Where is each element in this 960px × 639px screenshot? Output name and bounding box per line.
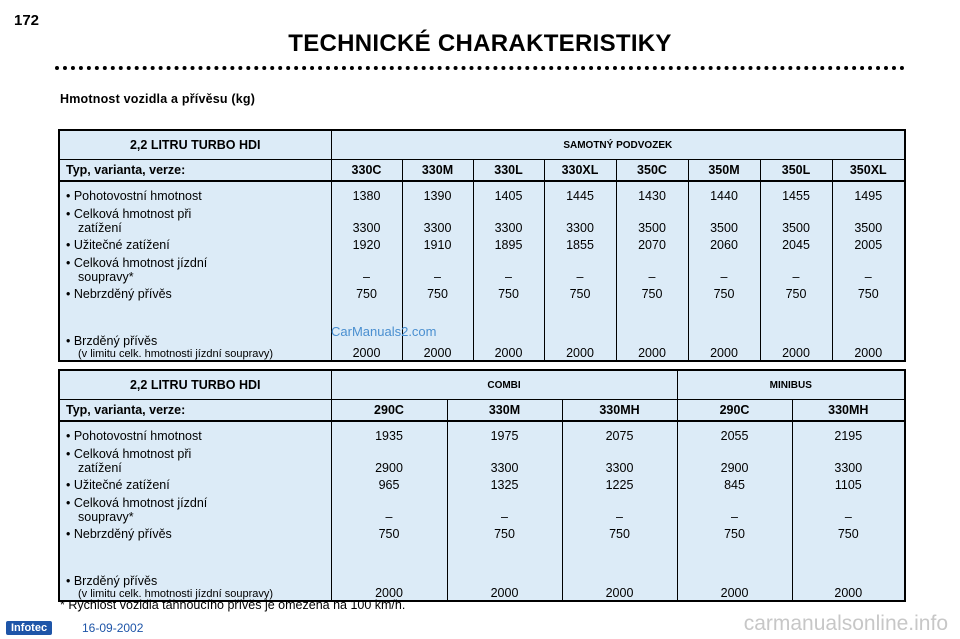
- table-cell: 750: [447, 524, 562, 541]
- table-cell: 965: [331, 475, 447, 492]
- table-cell: 2000: [832, 301, 905, 361]
- table-cell: 750: [402, 284, 473, 301]
- table-cell: 2075: [562, 421, 677, 443]
- table-cell: 1935: [331, 421, 447, 443]
- table-cell: –: [473, 252, 544, 284]
- engine-header: 2,2 LITRU TURBO HDI: [59, 370, 331, 400]
- table-cell: 3500: [832, 203, 905, 235]
- table-cell: 750: [331, 284, 402, 301]
- table-cell: –: [832, 252, 905, 284]
- table-row: [59, 284, 905, 301]
- table-cell: 2000: [473, 301, 544, 361]
- table-cell: 3300: [792, 443, 905, 475]
- table-cell: 1405: [473, 181, 544, 203]
- table-cell: 2060: [688, 235, 760, 252]
- table-row: [59, 235, 905, 252]
- table-row: [59, 492, 905, 524]
- row-label: • Pohotovostní hmotnost: [66, 189, 202, 203]
- table-cell: –: [616, 252, 688, 284]
- row-label: [59, 492, 331, 524]
- row-label-line: soupravy*: [78, 270, 134, 284]
- column-header: 330MH: [562, 400, 677, 422]
- row-label-line: zatížení: [78, 461, 122, 475]
- column-header: 350XL: [832, 160, 905, 182]
- table-cell: 2000: [760, 301, 832, 361]
- group-header: COMBI: [331, 370, 677, 400]
- row-label: [59, 301, 331, 361]
- table-cell: –: [331, 252, 402, 284]
- table-cell: –: [544, 252, 616, 284]
- table-row: [59, 475, 905, 492]
- table-cell: –: [447, 492, 562, 524]
- table-cell: 1430: [616, 181, 688, 203]
- table-cell: 2000: [331, 301, 402, 361]
- infotec-logo: Infotec: [6, 621, 52, 635]
- weights-table-chassis: [58, 129, 906, 362]
- table-cell: 1225: [562, 475, 677, 492]
- table-cell: 3500: [616, 203, 688, 235]
- footnote: * Rychlost vozidla táhnoucího přívěs je omezena na 100 km/h.: [60, 598, 406, 612]
- table-cell: 2000: [616, 301, 688, 361]
- table-cell: 3300: [562, 443, 677, 475]
- column-header: 350M: [688, 160, 760, 182]
- row-label-line: • Brzděný přívěs: [66, 334, 158, 348]
- table-cell: 2000: [447, 541, 562, 601]
- table-cell: 2195: [792, 421, 905, 443]
- table-cell: 1325: [447, 475, 562, 492]
- table-cell: 2000: [677, 541, 792, 601]
- footer-date: 16-09-2002: [82, 621, 144, 635]
- table-cell: 750: [331, 524, 447, 541]
- row-label: • Pohotovostní hmotnost: [66, 429, 202, 443]
- page-number: 172: [14, 12, 40, 29]
- column-header: 350C: [616, 160, 688, 182]
- table-cell: 3300: [447, 443, 562, 475]
- table-cell: 1440: [688, 181, 760, 203]
- variant-label: Typ, varianta, verze:: [59, 400, 331, 422]
- table-cell: 2000: [544, 301, 616, 361]
- table-cell: 750: [677, 524, 792, 541]
- table-cell: 1455: [760, 181, 832, 203]
- row-label: [59, 443, 331, 475]
- table-cell: 2045: [760, 235, 832, 252]
- row-label-line: zatížení: [78, 221, 122, 235]
- table-cell: –: [677, 492, 792, 524]
- table-cell: 2000: [331, 541, 447, 601]
- table-cell: 3300: [402, 203, 473, 235]
- table-cell: 3300: [544, 203, 616, 235]
- table-cell: 2900: [677, 443, 792, 475]
- table-cell: 1895: [473, 235, 544, 252]
- row-label-note: (v limitu celk. hmotnosti jízdní soupravy): [78, 348, 274, 360]
- row-label: • Užitečné zatížení: [66, 478, 170, 492]
- table-cell: –: [562, 492, 677, 524]
- table-cell: 750: [688, 284, 760, 301]
- engine-header: 2,2 LITRU TURBO HDI: [59, 130, 331, 160]
- table-cell: –: [688, 252, 760, 284]
- column-header: 290C: [677, 400, 792, 422]
- table-cell: 750: [473, 284, 544, 301]
- table-cell: 2000: [792, 541, 905, 601]
- table-cell: 1975: [447, 421, 562, 443]
- variant-label: Typ, varianta, verze:: [59, 160, 331, 182]
- table-cell: 1920: [331, 235, 402, 252]
- watermark-link[interactable]: CarManuals2.com: [331, 324, 437, 339]
- row-label: • Nebrzděný přívěs: [66, 287, 172, 301]
- table-cell: 2000: [688, 301, 760, 361]
- table-cell: 2000: [402, 301, 473, 361]
- table-cell: 750: [832, 284, 905, 301]
- weights-table-combi-minibus: [58, 369, 906, 602]
- table-cell: 3500: [688, 203, 760, 235]
- column-header: 330XL: [544, 160, 616, 182]
- table-cell: 3300: [331, 203, 402, 235]
- row-label: • Užitečné zatížení: [66, 238, 170, 252]
- table-cell: 1390: [402, 181, 473, 203]
- column-header: 330C: [331, 160, 402, 182]
- table-row: [59, 252, 905, 284]
- row-label-line: • Celková hmotnost při: [66, 207, 192, 221]
- table-row: [59, 203, 905, 235]
- table-cell: 750: [792, 524, 905, 541]
- dotted-divider: [55, 66, 905, 70]
- table-cell: 1445: [544, 181, 616, 203]
- table-cell: 2070: [616, 235, 688, 252]
- column-header: 330L: [473, 160, 544, 182]
- table-cell: 750: [544, 284, 616, 301]
- column-header: 350L: [760, 160, 832, 182]
- table-cell: –: [402, 252, 473, 284]
- table-cell: –: [331, 492, 447, 524]
- column-header: 290C: [331, 400, 447, 422]
- table-cell: 1855: [544, 235, 616, 252]
- table-cell: 2005: [832, 235, 905, 252]
- column-header: 330M: [447, 400, 562, 422]
- table-cell: 3300: [473, 203, 544, 235]
- table-row: [59, 443, 905, 475]
- section-title: Hmotnost vozidla a přívěsu (kg): [60, 92, 256, 106]
- table-cell: 750: [562, 524, 677, 541]
- table-cell: 2000: [562, 541, 677, 601]
- table-row: [59, 301, 905, 361]
- table-row: [59, 524, 905, 541]
- row-label-line: • Celková hmotnost jízdní: [66, 256, 208, 270]
- group-header: MINIBUS: [677, 370, 905, 400]
- page-title: TECHNICKÉ CHARAKTERISTIKY: [288, 30, 672, 57]
- row-label-line: soupravy*: [78, 510, 134, 524]
- table-cell: 750: [760, 284, 832, 301]
- table-cell: 3500: [760, 203, 832, 235]
- table-cell: 2900: [331, 443, 447, 475]
- table-row: [59, 181, 905, 203]
- row-label: [59, 252, 331, 284]
- table-cell: –: [760, 252, 832, 284]
- row-label: [59, 203, 331, 235]
- column-header: 330MH: [792, 400, 905, 422]
- table-row: [59, 541, 905, 601]
- row-label-line: • Celková hmotnost jízdní: [66, 496, 208, 510]
- row-label-line: • Brzděný přívěs: [66, 574, 158, 588]
- table-cell: 1910: [402, 235, 473, 252]
- table-cell: –: [792, 492, 905, 524]
- watermark-text: carmanualsonline.info: [743, 612, 948, 635]
- table-cell: 1380: [331, 181, 402, 203]
- group-header: SAMOTNÝ PODVOZEK: [331, 130, 905, 160]
- row-label-line: • Celková hmotnost při: [66, 447, 192, 461]
- table-cell: 750: [616, 284, 688, 301]
- row-label: • Nebrzděný přívěs: [66, 527, 172, 541]
- table-cell: 845: [677, 475, 792, 492]
- row-label: [59, 541, 331, 601]
- column-header: 330M: [402, 160, 473, 182]
- table-cell: 2055: [677, 421, 792, 443]
- table-cell: 1495: [832, 181, 905, 203]
- table-cell: 1105: [792, 475, 905, 492]
- row-label-note: (v limitu celk. hmotnosti jízdní soupravy): [78, 588, 274, 600]
- table-row: [59, 421, 905, 443]
